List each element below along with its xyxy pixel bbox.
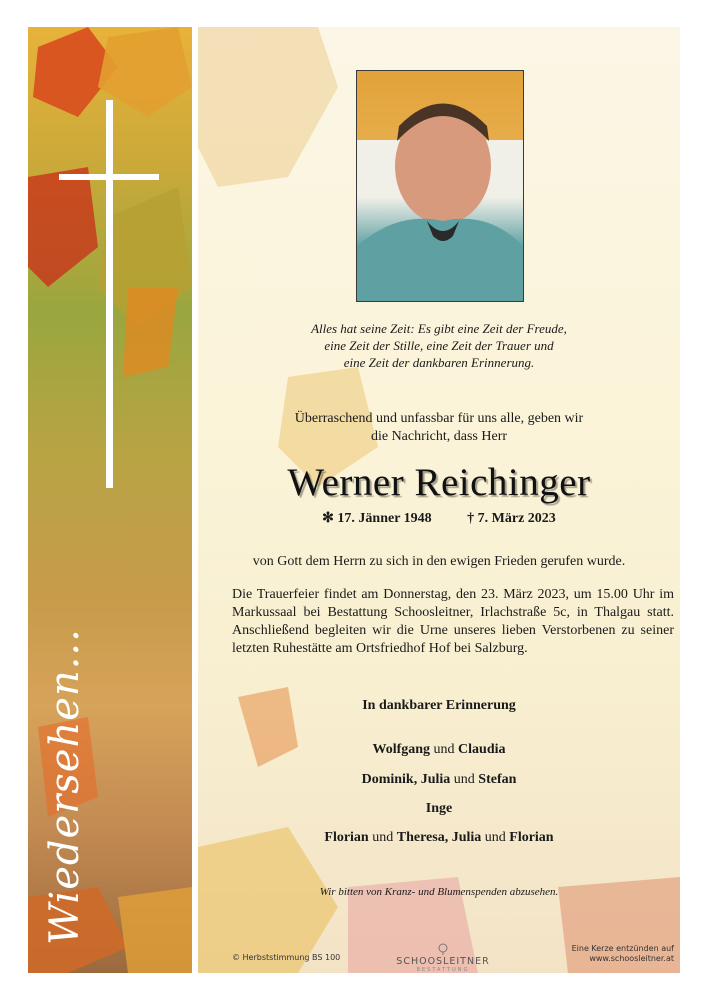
deceased-name: Werner Reichinger: [287, 461, 591, 504]
intro-line: Überraschend und unfassbar für uns alle, geben wir: [294, 411, 584, 426]
candle-info: [510, 944, 674, 964]
intro-line: die Nachricht, dass Herr: [370, 429, 508, 444]
thanks-heading: In dankbarer Erinnerung: [362, 698, 516, 713]
website-link[interactable]: www.schoosleitner.at: [589, 954, 674, 963]
family-row: [198, 742, 680, 758]
family-name: Claudia: [458, 742, 506, 757]
cross-icon: [106, 100, 113, 488]
verse-line: Alles hat seine Zeit: Es gibt eine Zeit der Freude,: [311, 321, 567, 336]
wiedersehen-text: Wiedersehen...: [42, 628, 88, 945]
portrait-photo: [356, 70, 524, 302]
verse-line: eine Zeit der dankbaren Erinnerung.: [343, 355, 535, 370]
family-name: Inge: [425, 801, 453, 816]
family-name: Wolfgang: [372, 742, 431, 757]
verse-line: eine Zeit der Stille, eine Zeit der Trauer und: [324, 338, 554, 353]
death-date: † 7. März 2023: [467, 511, 556, 526]
life-dates: [198, 510, 680, 527]
family-name: Stefan: [478, 772, 517, 787]
verse: [198, 320, 680, 371]
family-name: Florian: [509, 830, 554, 845]
family-name: Florian: [324, 830, 369, 845]
family-connector: und: [368, 830, 397, 845]
brand-subtitle: BESTATTUNG: [416, 967, 470, 973]
person-silhouette-icon: [357, 71, 523, 301]
family-connector: und: [450, 772, 479, 787]
copyright-text: © Herbststimmung BS 100: [232, 953, 341, 962]
passing-sentence: von Gott dem Herrn zu sich in den ewigen Frieden gerufen wurde.: [252, 554, 626, 569]
brand-name: SCHOOSLEITNER: [396, 956, 490, 967]
rose-icon: [436, 943, 450, 955]
ceremony-paragraph: Die Trauerfeier findet am Donnerstag, den 23. März 2023, um 15.00 Uhr im Markussaal bei Bestattung Schoosleitner, Irlachstraße 5c, in Thalgau statt. Anschließend begleiten wir die Urne unseres lieben Verstorbenen zu seiner letzten Ruhestätte am Ortsfriedhof Hof bei Salzburg.: [232, 587, 674, 656]
family-name: Theresa, Julia: [396, 830, 482, 845]
family-name: Dominik, Julia: [361, 772, 451, 787]
candle-line: Eine Kerze entzünden auf: [571, 944, 674, 953]
family-row: [198, 830, 680, 846]
cross-icon-bar: [59, 174, 159, 180]
intro-text: [198, 410, 680, 446]
family-row: [198, 772, 680, 788]
family-row: [198, 801, 680, 817]
brand-logo: [388, 943, 498, 973]
family-connector: und: [481, 830, 510, 845]
flower-note: Wir bitten von Kranz- und Blumenspenden abzusehen.: [319, 886, 559, 898]
family-connector: und: [430, 742, 459, 757]
birth-date: ✻ 17. Jänner 1948: [322, 511, 432, 526]
